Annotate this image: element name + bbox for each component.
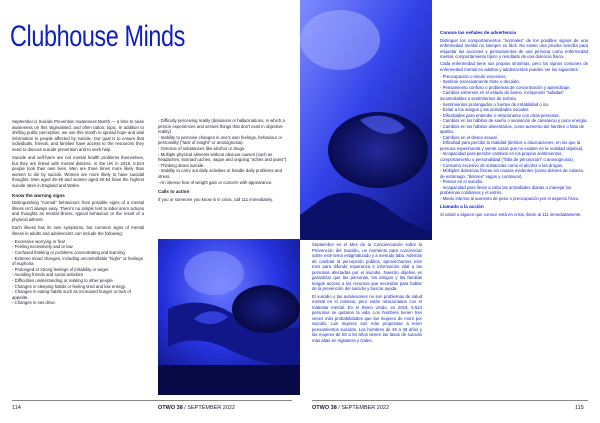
person-lying-photo xyxy=(158,239,300,395)
symptom-item: - Evitar a los amigos y las actividades sociales. xyxy=(440,107,530,113)
symptom-item: - Changes in sleeping habits or feeling tired and low energy. xyxy=(12,283,126,289)
calls-to-action-heading: Calls to action xyxy=(158,189,190,195)
symptom-item: - An intense fear of weight gain or concern with appearance. xyxy=(158,179,273,185)
symptom-item: - Cambios en los hábitos alimentarios, como aumento del hambre o falta de apetito. xyxy=(440,123,585,135)
article-title: Clubhouse Minds xyxy=(10,20,185,53)
symptom-item: - Pensamiento confuso o problemas de concentración y aprendizaje. xyxy=(440,84,571,90)
symptom-item: - Múltiples dolencias físicas sin causas evidentes (como dolores de cabeza, de estómago, "dolores" vagos y continuos). xyxy=(440,168,585,179)
symptom-item: - Cambios extremos en el estado de ánimo, incluyendo "subidas" incontrolables o sentimientos de euforia. xyxy=(440,90,564,102)
symptom-item: - Miedo intenso al aumento de peso o preocupación por el aspecto físico. xyxy=(440,195,580,201)
symptom-item: - Excessive worrying or fear xyxy=(12,238,66,244)
symptom-item: - Consumo excesivo de sustancias como el alcohol o las drogas. xyxy=(440,162,564,168)
magazine-name: OTWO 38 xyxy=(158,405,183,411)
statistics-paragraph: Suicide and self-harm are not mental health problems themselves, but they are linked with mental distress. In the UK in 2019, 6,524 people took their own lives. Men are three times more likely than women to die by suicide. Women are more likely to have suicidal thoughts. Men aged 45-49 and women aged 50-54 have the highest suicide rates in England and Wales. xyxy=(12,155,144,189)
issue-date: / SEPTEMBER 2022 xyxy=(182,405,236,411)
symptom-item: - Avoiding friends and social activities xyxy=(12,272,84,278)
symptom-item: - Preocupación o miedo excesivos. xyxy=(440,73,507,79)
symptom-item: - Sentimientos prolongados o fuertes de irritabilidad o ira. xyxy=(440,101,549,107)
symptom-item: - Extreme mood changes, including uncontrollable "highs" or feelings of euphoria xyxy=(12,255,143,267)
footer-rule xyxy=(312,400,588,401)
right-column-c xyxy=(312,242,422,345)
symptom-item: - Thinking about suicide. xyxy=(158,162,205,168)
page-number: 114 xyxy=(12,405,21,411)
symptom-list-a xyxy=(12,239,144,306)
symptom-item: - Prolonged or strong feelings of irritability or anger. xyxy=(12,266,110,272)
symptom-item: - Pensar en el suicidio. xyxy=(440,179,484,185)
intro-paragraph: September is Suicide Prevention Awareness Month — a time to raise awareness on this stigmatised, and often taboo, topic. In addition to shifting public perception, we use this month to spread hope and vital information to people affected by suicide. Our goal is to ensure that individuals, friends, and families have access to the resources they need to discuss suicide prevention and to seek help. xyxy=(12,119,144,152)
symptom-item: - Inability to carry out daily activities or handle daily problems and stress. xyxy=(158,168,282,179)
symptom-item: - Incapacidad para llevar a cabo las actividades diarias o manejar los problemas cotidianos y el estrés. xyxy=(440,184,572,196)
magazine-issue-footer xyxy=(312,405,389,411)
symptom-item: - Dificultad para percibir la realidad (delirios o alucinaciones, en los que la persona experimenta y siente cosas que no existen en la realidad objetiva). xyxy=(440,140,584,151)
symptom-item: - Cambios en el deseo sexual. xyxy=(440,134,498,140)
page-number: 115 xyxy=(575,405,584,411)
magazine-name: OTWO 38 xyxy=(312,405,337,411)
warning-signs-heading: Know the warning signs xyxy=(12,192,65,198)
left-column-b xyxy=(158,118,290,205)
symptom-item: - Changes in sex drive. xyxy=(12,300,56,306)
warning-signs-intro-2: Each illness has its own symptoms, but common signs of mental illness in adults and adolescents can include the following: xyxy=(12,225,144,236)
spanish-symptom-list xyxy=(440,74,588,202)
symptom-item: - Overuse of substances like alcohol or drugs. xyxy=(158,145,246,151)
symptom-item: - Multiple physical ailments without obvious causes (such as headaches, stomach aches, vague and ongoing "aches and pains"). xyxy=(158,151,288,163)
symptom-item: - Cambios en los hábitos de sueño o sensación de cansancio y poca energía. xyxy=(440,118,588,124)
symptom-item: - Inability to perceive changes in one's own feelings, behaviour or personality ("lack of insight" or anosognosia). xyxy=(158,134,283,146)
symptom-item: - Sentirse excesivamente triste o decaído. xyxy=(440,79,521,85)
symptom-item: - Difficulties understanding or relating to other people. xyxy=(12,277,114,283)
person-lying-close-photo xyxy=(300,0,432,240)
spanish-statistics-paragraph: El suicidio y las autolesiones no son problemas de salud mental en sí mismos, pero están relacionados con el malestar mental. En el Reino Unido, en 2019, 6.524 personas se quitaron la vida. Los hombres tienen tres veces más probabilidades que las mujeres de morir por suicidio. Las mujeres son más propensas a tener pensamientos suicidas. Los hombres de 45 a 49 años y las mujeres de 50 a 54 años tienen las tasas de suicidio más altas en Inglaterra y Gales. xyxy=(312,293,422,343)
right-column-d xyxy=(440,30,588,219)
symptom-item: - Confused thinking or problems concentrating and learning xyxy=(12,249,125,255)
symptom-item: - Dificultades para entender o relacionarse con otras personas. xyxy=(440,112,560,118)
issue-date: / SEPTEMBER 2022 xyxy=(336,405,390,411)
magazine-issue-footer xyxy=(158,405,235,411)
symptom-item: - Incapacidad para percibir cambios en los propios sentimientos, comportamiento o personalidad ("falta de percepción" o anosognosia). xyxy=(440,151,574,163)
symptom-item: - Feeling excessively sad or low xyxy=(12,244,73,250)
footer-rule xyxy=(12,400,292,401)
symptom-item: - Difficulty perceiving reality (delusions or hallucinations, in which a person experiences and senses things that don't exist in objective reality) xyxy=(158,118,285,135)
spanish-warning-signs-heading: Conoce las señales de advertencia xyxy=(440,30,517,35)
symptom-list-b xyxy=(158,118,290,185)
spanish-warning-signs-intro: Distinguir los comportamientos "normales" de los posibles signos de una enfermedad mental no siempre es fácil. No existe una prueba sencilla para etiquetar las acciones y pensamientos de una persona como enfermedad mental, comportamiento típico o resultado de una dolencia física. xyxy=(440,37,588,60)
spanish-warning-signs-intro-2: Cada enfermedad tiene sus propios síntomas, pero los signos comunes de enfermedad mental en adultos y adolescentes pueden ser los siguientes: xyxy=(440,61,588,72)
spanish-intro-paragraph: Septiembre es el Mes de la Concienciación sobre la Prevención del Suicidio, un momento para concienciar sobre este tema estigmatizado y a menudo tabú. Además de cambiar la percepción pública, aprovechamos este mes para difundir esperanza e información vital a las personas afectadas por el suicidio. Nuestro objetivo es garantizar que las personas, los amigos y las familias tengan acceso a los recursos que necesitan para hablar de la prevención del suicidio y buscar ayuda. xyxy=(312,242,422,291)
symptom-item: - Changes in eating habits such as increased hunger or lack of appetite. xyxy=(12,289,131,300)
warning-signs-intro: Distinguishing "normal" behaviours from possible signs of a mental illness isn't always easy. There's no simple test to label one's actions and thoughts as mental illness, typical behaviour or the result of a physical ailment. xyxy=(12,200,144,222)
spanish-calls-to-action-heading: Llamado a la acción xyxy=(440,204,484,210)
spanish-calls-to-action-text: Si usted o alguien que conoce está en crisis, llame al 111 inmediatamente. xyxy=(440,211,582,217)
calls-to-action-text: If you or someone you know is in crisis, call 111 immediately. xyxy=(158,196,274,202)
left-column-a xyxy=(12,119,144,306)
